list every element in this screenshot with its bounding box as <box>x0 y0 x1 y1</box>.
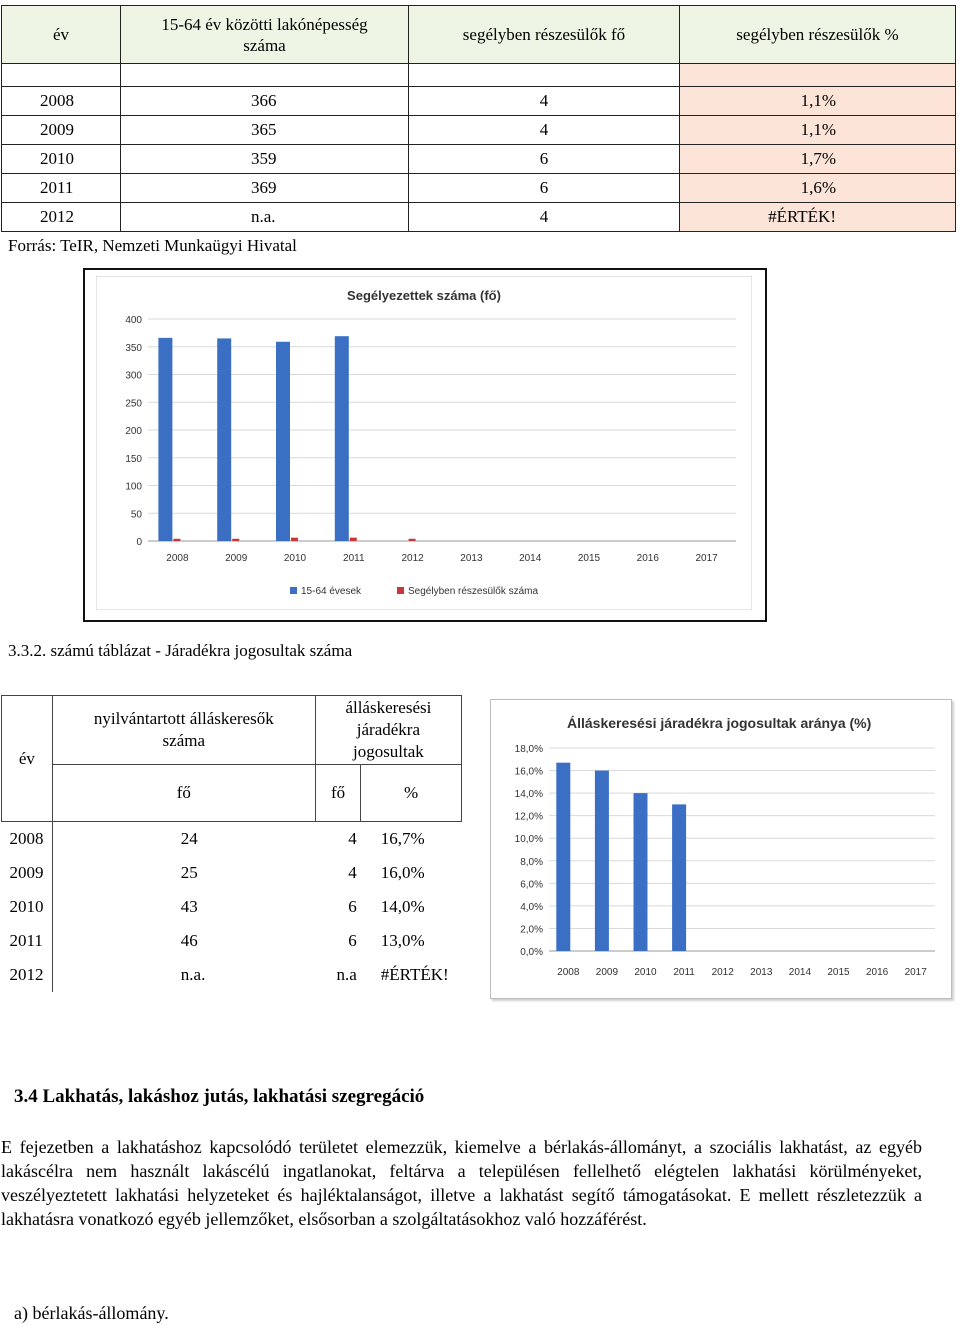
x-tick-label: 2017 <box>904 967 927 978</box>
header-percent: % <box>361 765 462 822</box>
x-tick-label: 2011 <box>343 553 365 564</box>
table-row <box>2 924 462 958</box>
x-tick-label: 2010 <box>283 553 307 564</box>
table-row <box>2 890 462 924</box>
x-tick-label: 2015 <box>827 967 850 978</box>
welfare-table-header <box>2 6 956 64</box>
y-tick-label: 100 <box>125 481 142 493</box>
cell-count: 6 <box>409 145 680 174</box>
header-benefit <box>315 696 461 765</box>
cell-year: 2012 <box>2 203 121 232</box>
x-axis-labels <box>557 967 927 978</box>
header-recipients-pct: segélyben részesülők % <box>680 6 956 64</box>
bar-series2 <box>291 538 298 541</box>
y-tick-label: 4,0% <box>520 901 543 913</box>
chart-title: Álláskeresési járadékra jogosultak aránya (%) <box>567 715 872 731</box>
bar-series1 <box>276 342 290 541</box>
header-registered <box>52 696 315 765</box>
cell-benefit: 4 <box>348 829 357 848</box>
y-tick-label: 250 <box>125 398 142 410</box>
table-row <box>2 203 956 232</box>
bar-series2 <box>350 538 357 541</box>
cell-count: 4 <box>409 203 680 232</box>
cell-population: 369 <box>121 174 409 203</box>
header-registered-text: nyilvántartott álláskeresők száma <box>93 709 274 750</box>
bars <box>556 763 686 951</box>
cell-year: 2009 <box>2 116 121 145</box>
table-row <box>2 822 462 857</box>
cell-percent: 1,1% <box>680 116 956 145</box>
bar-series1 <box>556 763 570 951</box>
cell-percent: #ÉRTÉK! <box>680 203 956 232</box>
cell-year: 2008 <box>2 87 121 116</box>
cell-population: 366 <box>121 87 409 116</box>
table-row <box>2 116 956 145</box>
y-tick-label: 18,0% <box>514 744 543 755</box>
cell-year: 2012 <box>2 958 53 992</box>
cell-percent: 1,1% <box>680 87 956 116</box>
cell-percent: 16,7% <box>380 829 425 848</box>
y-axis-labels <box>515 744 543 958</box>
bar-series2 <box>173 539 180 541</box>
bar-series1 <box>634 793 648 951</box>
cell-benefit: n.a <box>336 965 357 984</box>
x-tick-label: 2016 <box>636 553 659 564</box>
section-paragraph: E fejezetben a lakhatáshoz kapcsolódó területet elemezzük, kiemelve a bérlakás-állományt, a szociális lakhatást, az egyéb lakáscélra nem használt lakáscélú ingatlanokat, feltárva a településen fellelhető elégtelen lakhatási körülményeket, veszélyeztetett lakhatási helyzeteket és hajléktalanságot, illetve a lakhatást segítő támogatásokat. E mellett részletezzük a lakhatásra vonatkozó egyéb jellemzőket, elsősorban a szolgáltatásokhoz való hozzáférést. <box>1 1137 922 1229</box>
y-tick-label: 150 <box>125 453 142 465</box>
subheading: a) bérlakás-állomány. <box>14 1303 169 1323</box>
source-note: Forrás: TeIR, Nemzeti Munkaügyi Hivatal <box>8 236 297 255</box>
table-row <box>2 958 462 992</box>
x-tick-label: 2015 <box>577 553 601 564</box>
y-tick-label: 12,0% <box>514 811 543 823</box>
bar-series2 <box>232 539 239 541</box>
chart-title: Segélyezettek száma (fő) <box>347 288 501 303</box>
section-title: 3.4 Lakhatás, lakáshoz jutás, lakhatási szegregáció <box>14 1086 425 1107</box>
legend <box>290 586 539 597</box>
legend-swatch-series1 <box>290 587 297 594</box>
benefit-chart <box>491 700 949 996</box>
x-tick-label: 2013 <box>750 967 773 978</box>
cell-percent: 13,0% <box>380 931 425 950</box>
header-benefit-text: álláskeresési járadékra jogosultak <box>345 698 432 761</box>
welfare-table-spacer <box>2 64 956 87</box>
bar-series1 <box>672 804 686 951</box>
x-tick-label: 2014 <box>788 967 812 978</box>
x-tick-label: 2013 <box>460 553 483 564</box>
x-tick-label: 2017 <box>695 553 718 564</box>
bar-series1 <box>595 771 609 951</box>
cell-percent: 1,7% <box>680 145 956 174</box>
x-tick-label: 2014 <box>519 553 542 564</box>
bar-series1 <box>217 338 231 541</box>
header-fo-benefit: fő <box>315 765 360 822</box>
header-year: év <box>2 696 53 822</box>
cell-year: 2010 <box>2 145 121 174</box>
cell-count: 4 <box>409 116 680 145</box>
cell-registered: n.a. <box>180 965 206 984</box>
jobseeker-table-subheader <box>2 765 462 822</box>
x-tick-label: 2009 <box>595 967 619 978</box>
legend-label-series2: Segélyben részesülők száma <box>408 586 539 597</box>
cell-percent: #ÉRTÉK! <box>380 965 449 984</box>
legend-swatch-series2 <box>397 587 404 594</box>
y-tick-label: 0,0% <box>520 947 543 958</box>
legend-label-series1: 15-64 évesek <box>301 586 362 597</box>
table-row <box>2 145 956 174</box>
x-tick-label: 2016 <box>865 967 889 978</box>
cell-count: 6 <box>409 174 680 203</box>
cell-registered: 46 <box>180 931 198 950</box>
y-tick-label: 6,0% <box>520 879 543 891</box>
welfare-table <box>1 5 956 232</box>
y-tick-label: 350 <box>125 342 142 354</box>
y-tick-label: 400 <box>125 315 142 326</box>
x-tick-label: 2011 <box>673 967 695 978</box>
cell-registered: 24 <box>180 829 198 848</box>
y-tick-label: 50 <box>130 509 142 521</box>
cell-percent: 14,0% <box>380 897 425 916</box>
x-tick-label: 2012 <box>711 967 734 978</box>
header-population <box>121 6 409 64</box>
header-population-text: 15-64 év közötti lakónépesség száma <box>161 14 368 55</box>
cell-year: 2011 <box>2 174 121 203</box>
table-row <box>2 856 462 890</box>
y-tick-label: 16,0% <box>514 766 543 778</box>
x-tick-label: 2009 <box>225 553 248 564</box>
y-tick-label: 200 <box>125 426 142 437</box>
header-recipients-count: segélyben részesülők fő <box>409 6 680 64</box>
y-tick-label: 14,0% <box>514 789 543 801</box>
x-tick-label: 2008 <box>557 967 580 978</box>
cell-year: 2009 <box>2 856 53 890</box>
cell-population: 359 <box>121 145 409 174</box>
y-tick-label: 10,0% <box>514 834 543 846</box>
cell-year: 2010 <box>2 890 53 924</box>
bar-series1 <box>158 338 172 541</box>
jobseeker-table-header <box>2 696 462 765</box>
table-row <box>2 87 956 116</box>
cell-percent: 16,0% <box>380 863 425 882</box>
x-tick-label: 2008 <box>166 553 189 564</box>
cell-year: 2011 <box>2 924 53 958</box>
cell-registered: 25 <box>180 863 198 882</box>
cell-benefit: 4 <box>348 863 357 882</box>
cell-registered: 43 <box>180 897 198 916</box>
y-tick-label: 2,0% <box>520 924 543 936</box>
cell-count: 4 <box>409 87 680 116</box>
y-tick-label: 0 <box>136 537 142 548</box>
jobseeker-table <box>1 695 462 992</box>
y-tick-label: 300 <box>125 370 142 382</box>
bar-series1 <box>335 336 349 541</box>
table-row <box>2 174 956 203</box>
x-tick-label: 2010 <box>634 967 657 978</box>
cell-population: n.a. <box>121 203 409 232</box>
cell-population: 365 <box>121 116 409 145</box>
cell-benefit: 6 <box>348 897 357 916</box>
x-tick-label: 2012 <box>401 553 424 564</box>
y-tick-label: 8,0% <box>520 856 543 868</box>
bar-series2 <box>409 539 416 541</box>
cell-year: 2008 <box>2 822 53 857</box>
welfare-chart <box>96 276 752 610</box>
table-caption: 3.3.2. számú táblázat - Járadékra jogosultak száma <box>8 641 353 660</box>
header-fo-registered: fő <box>52 765 315 822</box>
cell-percent: 1,6% <box>680 174 956 203</box>
cell-benefit: 6 <box>348 931 357 950</box>
header-year: év <box>2 6 121 64</box>
